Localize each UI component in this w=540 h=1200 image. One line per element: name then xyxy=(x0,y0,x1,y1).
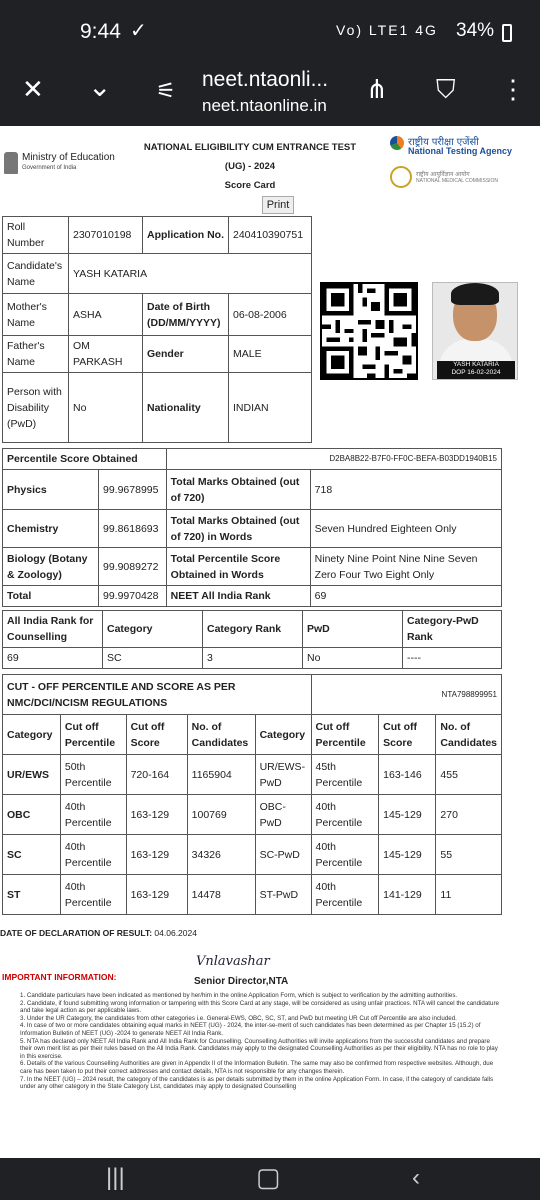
father-value: OM PARKASH xyxy=(69,336,143,373)
rank-value: 69 xyxy=(3,648,103,669)
chevron-down-icon[interactable]: ⌄ xyxy=(88,71,112,102)
clock: 9:44 xyxy=(80,20,121,43)
cutoff-cell: 40th Percentile xyxy=(60,795,126,835)
cutoff-row xyxy=(3,835,502,875)
qr-code-icon xyxy=(320,282,418,380)
father-label: Father's Name xyxy=(3,336,69,373)
cutoff-cell: 40th Percentile xyxy=(311,875,379,915)
total-value: 99.9970428 xyxy=(99,586,167,607)
air-value: 69 xyxy=(310,586,501,607)
nta-logo-icon xyxy=(390,136,404,150)
url-text[interactable]: neet.ntaonline.in xyxy=(202,96,327,115)
photo-hair xyxy=(451,283,499,305)
cutoff-cell: 55 xyxy=(436,835,502,875)
navigation-bar xyxy=(0,1158,540,1200)
cutoff-table xyxy=(2,674,502,915)
note-item: 4. In case of two or more candidates obtaining equal marks in NEET (UG) - 2024, the inter-se-merit of such candidates has been determined as per Chapter 15 (15.2) of Information Bulletin of NEET (UG) -2024 to generate NEET All India Rank. xyxy=(20,1022,481,1037)
cutoff-cell: 1165904 xyxy=(187,755,255,795)
cutoff-cell: 50th Percentile xyxy=(60,755,126,795)
title-line-2: (UG) - 2024 xyxy=(224,161,276,172)
percentile-header: Percentile Score Obtained xyxy=(3,449,167,470)
gender-label: Gender xyxy=(143,336,229,373)
biology-value: 99.9089272 xyxy=(99,548,167,586)
cutoff-header: Cut off Score xyxy=(126,715,187,755)
cutoff-cell: 45th Percentile xyxy=(311,755,379,795)
mother-label: Mother's Name xyxy=(3,294,69,336)
roll-value: 2307010198 xyxy=(69,217,143,254)
roll-label: Roll Number xyxy=(3,217,69,254)
nta-english: National Testing Agency xyxy=(408,146,513,156)
cutoff-header: Category xyxy=(3,715,61,755)
declaration-value: 04.06.2024 xyxy=(154,928,197,938)
cutoff-row xyxy=(3,755,502,795)
rank-header: All India Rank for Counselling xyxy=(3,611,103,648)
rank-header: Category Rank xyxy=(203,611,303,648)
cutoff-cell: 34326 xyxy=(187,835,255,875)
cutoff-cell: UR/EWS xyxy=(3,755,61,795)
browser-toolbar xyxy=(0,62,540,126)
nmc-logo-icon xyxy=(390,166,412,188)
score-card-document xyxy=(0,126,540,1158)
candidate-photo xyxy=(432,282,518,380)
note-item: 3. Under the UR Category, the candidates from other categories i.e. General-EWS, OBC, SC, ST, and PwD but meeting UR Cut off Percentile are also included. xyxy=(20,1014,457,1022)
name-label: Candidate's Name xyxy=(3,254,69,294)
signatory-title: Senior Director,NTA xyxy=(194,976,289,987)
total-words-label: Total Marks Obtained (out of 720) in Words xyxy=(166,510,310,548)
cutoff-title: CUT - OFF PERCENTILE AND SCORE AS PER NMC/DCI/NCISM REGULATIONS xyxy=(3,675,312,715)
note-item: 5. NTA has declared only NEET All India Rank and All India Rank for Counselling. Counselling Authorities will invite applications from the successful candidates and prepare their own merit list as per their rules based on the All India Rank. Candidates may apply to the designated Counselling Authorities as per their eligibility. NTA has no role to play in this exercise. xyxy=(20,1037,498,1060)
pwd-label: Person with Disability (PwD) xyxy=(3,373,69,443)
cutoff-cell: 141-129 xyxy=(379,875,436,915)
cutoff-cell: 163-146 xyxy=(379,755,436,795)
photo-caption xyxy=(437,361,515,379)
more-icon[interactable]: ⋮ xyxy=(500,74,526,104)
cutoff-header: No. of Candidates xyxy=(436,715,502,755)
cutoff-cell: UR/EWS-PwD xyxy=(255,755,311,795)
ministry-name: Ministry of Education xyxy=(22,152,115,163)
app-value: 240410390751 xyxy=(229,217,312,254)
cutoff-cell: 11 xyxy=(436,875,502,915)
rank-value: 3 xyxy=(203,648,303,669)
cutoff-header: Category xyxy=(255,715,311,755)
dob-label: Date of Birth (DD/MM/YYYY) xyxy=(143,294,229,336)
title-line-1: NATIONAL ELIGIBILITY CUM ENTRANCE TEST xyxy=(143,142,357,153)
cutoff-cell: 100769 xyxy=(187,795,255,835)
cutoff-cell: 163-129 xyxy=(126,875,187,915)
note-item: 7. In the NEET (UG) – 2024 result, the category of the candidates is as per details submitted by them in the online Application Form. In case, if the category of candidate falls under any other category in the State Category List, candidates may apply to designated Counselling xyxy=(20,1075,494,1091)
print-button[interactable]: Print xyxy=(262,196,294,214)
percentile-words-value: Ninety Nine Point Nine Nine Seven Zero Four Two Eight Only xyxy=(310,548,501,586)
total-marks-value: 718 xyxy=(310,470,501,510)
battery-level: 34% xyxy=(456,20,495,41)
signal-indicators: Vo) LTE1 4G xyxy=(336,22,438,38)
cutoff-cell: ST xyxy=(3,875,61,915)
cutoff-cell: 455 xyxy=(436,755,502,795)
nmc-hindi: राष्ट्रीय आयुर्विज्ञान आयोग xyxy=(416,172,470,178)
gender-value: MALE xyxy=(229,336,312,373)
app-label: Application No. xyxy=(143,217,229,254)
battery-icon xyxy=(502,24,512,42)
declaration-label: DATE OF DECLARATION OF RESULT: xyxy=(0,928,153,938)
nmc-english: NATIONAL MEDICAL COMMISSION xyxy=(416,178,499,184)
close-icon[interactable]: ✕ xyxy=(22,74,44,104)
page-info-icon[interactable]: ⚟ xyxy=(156,78,176,103)
rank-value: No xyxy=(303,648,403,669)
chemistry-label: Chemistry xyxy=(3,510,99,548)
photo-caption-name: YASH KATARIA xyxy=(453,361,499,368)
cutoff-cell: SC xyxy=(3,835,61,875)
cutoff-cell: 270 xyxy=(436,795,502,835)
photo-caption-date: DOP 16-02-2024 xyxy=(451,369,501,376)
share-icon[interactable]: ⋔ xyxy=(366,74,388,104)
score-hash: D2BA8B22-B7F0-FF0C-BEFA-B03DD1940B15 xyxy=(166,449,501,470)
score-card-title xyxy=(130,138,370,195)
cutoff-cell: 163-129 xyxy=(126,795,187,835)
important-notes xyxy=(20,992,502,1091)
air-label: NEET All India Rank xyxy=(166,586,310,607)
note-item: 6. Details of the various Counselling Authorities are given in Appendix II of the Information Bulletin. The same may also be confirmed from respective websites. Although, due care has been taken to put their correct addresses and contact details, NTA is not responsible for any changes therein. xyxy=(20,1060,494,1075)
note-item: 1. Candidate particulars have been indicated as mentioned by her/him in the online Application Form, which is subject to verification by the admitting authorities. xyxy=(20,992,458,999)
important-info-heading: IMPORTANT INFORMATION: xyxy=(2,972,117,982)
cutoff-cell: 40th Percentile xyxy=(60,875,126,915)
note-item: 2. Candidate, if found submitting wrong information or tampering with this Score Card at any stage, will be considered as using unfair practices. NTA will cancel the candidature and take legal action as per applicable laws. xyxy=(20,999,499,1015)
rank-value: ---- xyxy=(403,648,502,669)
cutoff-cell: 14478 xyxy=(187,875,255,915)
nationality-value: INDIAN xyxy=(229,373,312,443)
cutoff-cell: OBC xyxy=(3,795,61,835)
cutoff-row xyxy=(3,795,502,835)
cutoff-cell: 145-129 xyxy=(379,795,436,835)
cutoff-header: No. of Candidates xyxy=(187,715,255,755)
percentile-words-label: Total Percentile Score Obtained in Words xyxy=(166,548,310,586)
signature: Vnlavashar xyxy=(196,954,270,969)
cutoff-cell: 40th Percentile xyxy=(60,835,126,875)
total-label: Total xyxy=(3,586,99,607)
cutoff-cell: 163-129 xyxy=(126,835,187,875)
cutoff-cell: OBC-PwD xyxy=(255,795,311,835)
physics-label: Physics xyxy=(3,470,99,510)
cutoff-cell: 145-129 xyxy=(379,835,436,875)
rank-table xyxy=(2,610,502,669)
nationality-label: Nationality xyxy=(143,373,229,443)
rank-header: PwD xyxy=(303,611,403,648)
bookmark-icon[interactable]: ⛉ xyxy=(436,74,456,104)
cutoff-header: Cut off Percentile xyxy=(60,715,126,755)
candidate-table xyxy=(2,216,312,443)
emblem-icon xyxy=(4,152,18,174)
cutoff-header: Cut off Score xyxy=(379,715,436,755)
cutoff-header: Cut off Percentile xyxy=(311,715,379,755)
nta-hindi: राष्ट्रीय परीक्षा एजेंसी xyxy=(408,137,479,148)
cutoff-cell: SC-PwD xyxy=(255,835,311,875)
cutoff-cell: 40th Percentile xyxy=(311,795,379,835)
back-icon[interactable]: ‹ xyxy=(412,1164,420,1191)
rank-header: Category xyxy=(103,611,203,648)
name-value: YASH KATARIA xyxy=(69,254,312,294)
title-line-3: Score Card xyxy=(224,180,276,191)
cutoff-cell: ST-PwD xyxy=(255,875,311,915)
total-words-value: Seven Hundred Eighteen Only xyxy=(310,510,501,548)
ministry-sub: Government of India xyxy=(22,165,77,171)
cutoff-cell: 40th Percentile xyxy=(311,835,379,875)
cutoff-code: NTA798899951 xyxy=(311,675,502,715)
check-icon: ✓ xyxy=(130,20,147,42)
recents-icon[interactable]: ||| xyxy=(106,1164,125,1191)
physics-value: 99.9678995 xyxy=(99,470,167,510)
cutoff-cell: 720-164 xyxy=(126,755,187,795)
mother-value: ASHA xyxy=(69,294,143,336)
pwd-value: No xyxy=(69,373,143,443)
rank-header: Category-PwD Rank xyxy=(403,611,502,648)
declaration-date xyxy=(0,928,197,938)
total-marks-label: Total Marks Obtained (out of 720) xyxy=(166,470,310,510)
chemistry-value: 99.8618693 xyxy=(99,510,167,548)
page-title[interactable]: neet.ntaonli... xyxy=(202,68,329,91)
biology-label: Biology (Botany & Zoology) xyxy=(3,548,99,586)
score-table xyxy=(2,448,502,607)
rank-value: SC xyxy=(103,648,203,669)
cutoff-row xyxy=(3,875,502,915)
home-icon[interactable]: ▢ xyxy=(256,1162,281,1192)
dob-value: 06-08-2006 xyxy=(229,294,312,336)
status-bar xyxy=(0,0,540,62)
